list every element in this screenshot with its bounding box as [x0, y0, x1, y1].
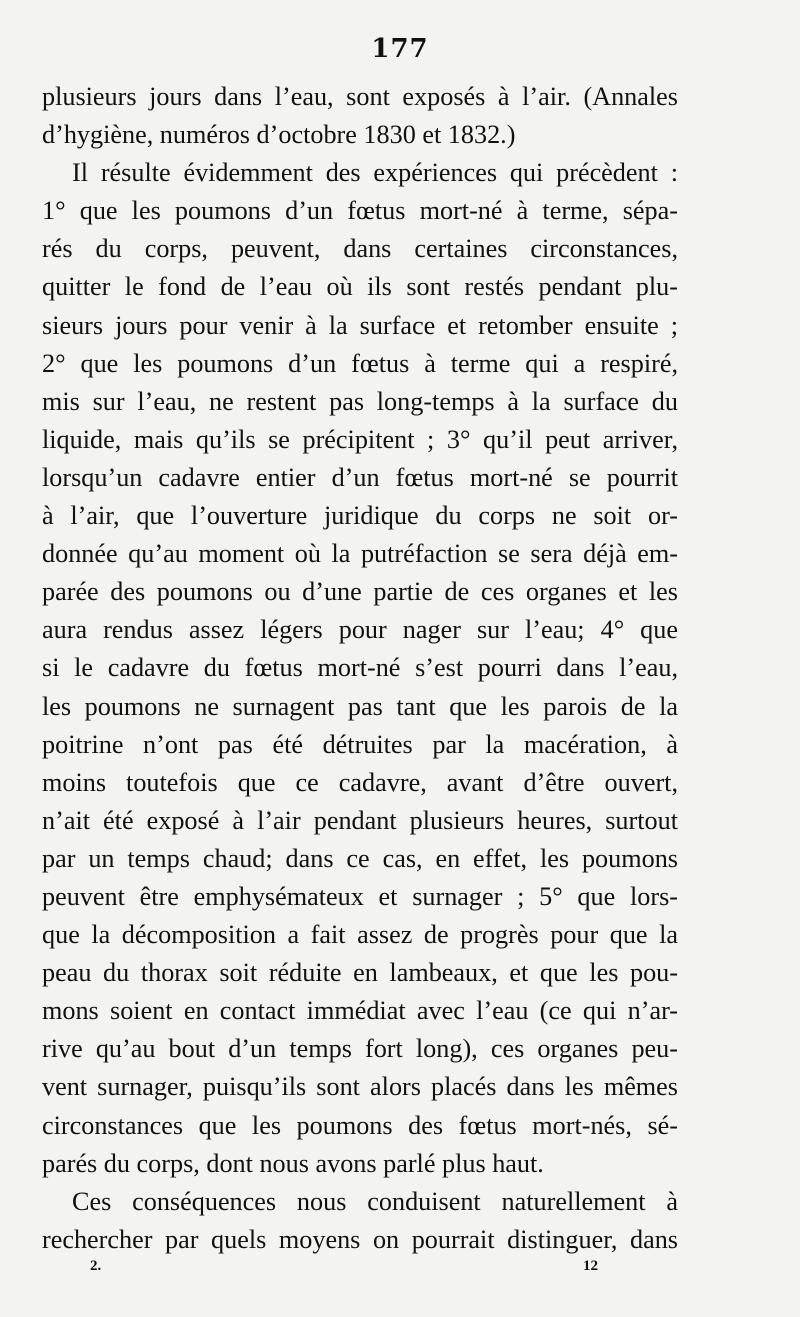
- text-line: que la décomposition a fait assez de progrès pour que la: [42, 920, 678, 950]
- text-line: peuvent être emphysémateux et surnager ; 5° que lors-: [42, 881, 678, 911]
- text-line: mis sur l’eau, ne restent pas long-temps à la surface du: [42, 386, 678, 416]
- sheet-number: 12: [583, 1258, 598, 1274]
- text-line: n’ait été exposé à l’air pendant plusieurs heures, surtout: [42, 805, 678, 835]
- text-line: rive qu’au bout d’un temps fort long), ces organes peu-: [42, 1034, 678, 1064]
- text-line: sieurs jours pour venir à la surface et retomber ensuite ;: [42, 310, 678, 340]
- text-line: aura rendus assez légers pour nager sur l’eau; 4° que: [42, 615, 678, 645]
- text-line: lorsqu’un cadavre entier d’un fœtus mort-né se pourrit: [42, 462, 678, 492]
- text-line: parés du corps, dont nous avons parlé plus haut.: [42, 1148, 544, 1178]
- text-line: moins toutefois que ce cadavre, avant d’être ouvert,: [42, 767, 678, 797]
- text-line: vent surnager, puisqu’ils sont alors placés dans les mêmes: [42, 1072, 678, 1102]
- text-line: donnée qu’au moment où la putréfaction se sera déjà em-: [42, 539, 678, 569]
- text-line: 2° que les poumons d’un fœtus à terme qui a respiré,: [42, 348, 678, 378]
- text-line: 1° que les poumons d’un fœtus mort-né à terme, sépa-: [42, 196, 678, 226]
- text-line: par un temps chaud; dans ce cas, en effet, les poumons: [42, 843, 678, 873]
- text-line: Ces conséquences nous conduisent naturellement à: [72, 1186, 678, 1216]
- text-line: liquide, mais qu’ils se précipitent ; 3° qu’il peut arriver,: [42, 424, 678, 454]
- body-text: [42, 78, 678, 1259]
- text-line: quitter le fond de l’eau où ils sont restés pendant plu-: [42, 272, 678, 302]
- text-line: les poumons ne surnagent pas tant que les parois de la: [42, 691, 678, 721]
- page-number: 177: [371, 34, 429, 64]
- text-line: poitrine n’ont pas été détruites par la macération, à: [42, 729, 678, 759]
- text-line: mons soient en contact immédiat avec l’eau (ce qui n’ar-: [42, 996, 678, 1026]
- text-line: peau du thorax soit réduite en lambeaux, et que les pou-: [42, 958, 678, 988]
- text-line: plusieurs jours dans l’eau, sont exposés à l’air. (Annales: [42, 82, 678, 111]
- signature-mark: 2.: [90, 1258, 102, 1274]
- text-line: circonstances que les poumons des fœtus mort-nés, sé-: [42, 1110, 678, 1140]
- text-line: Il résulte évidemment des expériences qui précèdent :: [72, 158, 678, 188]
- text-line: parée des poumons ou d’une partie de ces organes et les: [42, 577, 678, 607]
- text-line: à l’air, que l’ouverture juridique du corps ne soit or-: [42, 501, 678, 531]
- text-line: d’hygiène, numéros d’octobre 1830 et 1832.): [42, 120, 516, 150]
- text-line: rés du corps, peuvent, dans certaines circonstances,: [42, 234, 678, 264]
- text-line: rechercher par quels moyens on pourrait distinguer, dans: [42, 1224, 678, 1254]
- page-footer: [0, 1258, 800, 1278]
- text-line: si le cadavre du fœtus mort-né s’est pourri dans l’eau,: [42, 653, 678, 683]
